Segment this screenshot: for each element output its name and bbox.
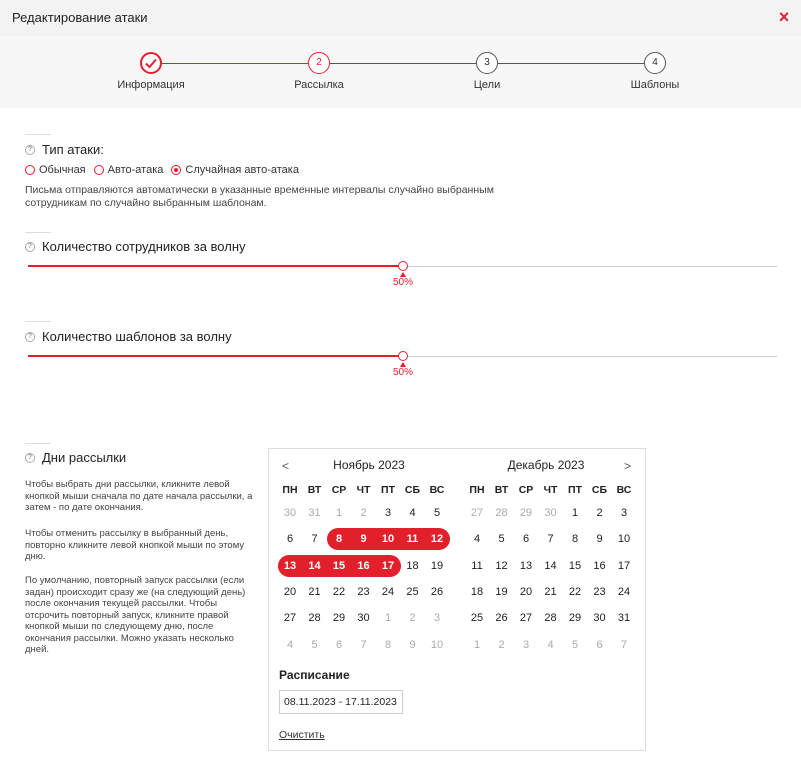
calendar-day[interactable]: 6 [522, 533, 530, 546]
radio-random-auto-attack[interactable] [171, 164, 299, 176]
calendar-day[interactable]: 24 [617, 585, 631, 598]
templates-per-wave-title: Количество шаблонов за волну [42, 329, 232, 344]
calendar-day[interactable]: 28 [308, 612, 321, 625]
step-targets[interactable] [427, 52, 547, 91]
check-icon [144, 56, 158, 70]
calendar-day[interactable]: 7 [620, 638, 628, 651]
calendar-day[interactable]: 27 [470, 507, 484, 519]
radio-label: Случайная авто-атака [185, 164, 299, 176]
calendar-day[interactable]: 30 [357, 612, 370, 625]
clear-link[interactable]: Очистить [279, 729, 325, 741]
calendar-day[interactable]: 23 [357, 585, 370, 598]
help-icon[interactable]: ? [25, 453, 35, 463]
calendar-day[interactable]: 14 [544, 559, 557, 572]
weekday-header: СР [331, 484, 347, 496]
attack-type-title: Тип атаки: [42, 142, 104, 157]
slider-thumb[interactable] [398, 351, 408, 361]
radio-regular[interactable] [25, 164, 86, 176]
calendar-day[interactable]: 1 [384, 612, 392, 625]
step-circle: 2 [308, 52, 330, 74]
employees-per-wave-title: Количество сотрудников за волну [42, 239, 246, 254]
section-divider [25, 134, 51, 135]
prev-month-icon[interactable]: < [282, 459, 290, 473]
calendar-day-selected[interactable]: 10 [381, 533, 395, 546]
mailing-days-help: По умолчанию, повторный запуск рассылки (если задан) происходит сразу же (на следующий день) после окончания текущей рассылки. Чтобы отсрочить повторный запуск, кликните правой кнопкой мыши по следующему дню, после окончания рассылки. Можно указать несколько дней. [25, 575, 246, 655]
calendar-day[interactable]: 5 [311, 638, 318, 651]
next-month-icon[interactable]: > [624, 459, 632, 473]
weekday-header: ВС [429, 484, 445, 496]
attack-type-radio-group [25, 164, 307, 176]
calendar-day[interactable]: 31 [617, 612, 631, 625]
calendar-day[interactable]: 21 [308, 585, 321, 598]
weekday-header: ВТ [494, 484, 509, 496]
calendar-day-selected[interactable]: 14 [308, 559, 321, 572]
calendar-day[interactable]: 10 [617, 533, 631, 546]
step-information[interactable] [91, 52, 211, 91]
close-icon[interactable]: × [778, 7, 790, 27]
calendar-day[interactable]: 25 [406, 585, 419, 598]
calendar-day[interactable]: 29 [519, 507, 533, 519]
step-mailing[interactable] [259, 52, 379, 91]
calendar-day[interactable]: 2 [360, 507, 367, 519]
step-circle: 3 [476, 52, 498, 74]
help-icon[interactable]: ? [25, 145, 35, 155]
window-title: Редактирование атаки [12, 10, 148, 25]
calendar-day[interactable]: 7 [547, 533, 554, 546]
calendar-day[interactable]: 20 [283, 585, 297, 598]
step-label: Рассылка [294, 79, 344, 91]
month-title: Декабрь 2023 [507, 458, 585, 472]
calendar-day[interactable]: 5 [571, 638, 579, 651]
calendar-day[interactable]: 26 [495, 612, 508, 625]
calendar-day-selected[interactable]: 9 [360, 533, 367, 546]
calendar-day-selected[interactable]: 11 [406, 533, 419, 546]
calendar-day[interactable]: 4 [286, 638, 294, 651]
step-circle: 4 [644, 52, 666, 74]
calendar-day[interactable]: 3 [384, 507, 392, 519]
calendar-day[interactable]: 15 [568, 559, 582, 572]
calendar-day[interactable]: 22 [332, 585, 346, 598]
step-label: Информация [117, 79, 185, 91]
step-label: Цели [473, 79, 501, 91]
calendar-day-selected[interactable]: 15 [332, 559, 346, 572]
calendar-day[interactable]: 9 [409, 638, 416, 651]
calendar-day[interactable]: 7 [360, 638, 367, 651]
calendar-day[interactable]: 2 [596, 507, 603, 519]
calendar-day[interactable]: 7 [311, 533, 318, 546]
weekday-header: СБ [404, 484, 421, 496]
calendar-day[interactable]: 18 [406, 559, 419, 572]
radio-label: Обычная [39, 164, 86, 176]
calendar-day[interactable]: 9 [596, 533, 603, 546]
radio-dot[interactable] [25, 165, 35, 175]
radio-dot[interactable] [94, 165, 104, 175]
calendar-day[interactable]: 11 [471, 559, 483, 572]
calendar-day-selected[interactable]: 12 [430, 533, 444, 546]
section-divider [25, 321, 51, 322]
mailing-days-help: Чтобы отменить рассылку в выбранный день, повторно кликните левой кнопкой мыши по этому дню. [25, 528, 245, 562]
calendar-day[interactable]: 18 [470, 585, 484, 598]
templates-per-wave-slider[interactable] [28, 349, 777, 378]
radio-label: Авто-атака [107, 164, 164, 176]
schedule-label: Расписание [279, 668, 350, 682]
step-circle [140, 52, 162, 74]
weekday-header: ПН [469, 484, 485, 496]
mailing-days-title: Дни рассылки [42, 450, 127, 465]
calendar-day[interactable]: 17 [617, 559, 631, 572]
calendar-day[interactable]: 30 [283, 507, 297, 519]
calendar-day[interactable]: 4 [547, 638, 554, 651]
slider-value: 50% [392, 277, 413, 288]
mailing-days-help: Чтобы выбрать дни рассылки, кликните левой кнопкой мыши сначала по дате начала рассылки, а затем - по дате окончания. [25, 479, 253, 513]
calendar-day[interactable]: 19 [430, 559, 444, 572]
weekday-header: ПН [282, 484, 298, 496]
weekday-header: СР [518, 484, 534, 496]
calendar-day[interactable]: 1 [571, 507, 579, 519]
date-range-calendar [268, 448, 646, 751]
section-divider [25, 443, 51, 444]
calendar-day[interactable]: 3 [620, 507, 628, 519]
help-icon[interactable]: ? [25, 242, 35, 252]
calendar-day[interactable]: 29 [568, 612, 582, 625]
radio-auto-attack[interactable] [94, 164, 164, 176]
calendar-day[interactable]: 6 [286, 533, 294, 546]
step-templates[interactable] [595, 52, 715, 91]
weekday-header: ПТ [568, 484, 582, 496]
attack-type-description: Письма отправляются автоматически в указанные временные интервалы случайно выбранным сотрудникам по случайно выбранным шаблонам. [25, 184, 494, 209]
calendar-day[interactable]: 2 [498, 638, 505, 651]
calendar-day[interactable]: 10 [430, 638, 444, 651]
schedule-input[interactable] [279, 690, 403, 714]
calendar-day[interactable]: 25 [470, 612, 484, 625]
calendar-day[interactable]: 26 [430, 585, 444, 598]
calendar-day[interactable]: 8 [384, 638, 392, 651]
calendar-day[interactable]: 5 [498, 533, 505, 546]
weekday-header: ПТ [381, 484, 395, 496]
calendar-day[interactable]: 28 [544, 612, 557, 625]
calendar-day[interactable]: 28 [495, 507, 508, 519]
help-icon[interactable]: ? [25, 332, 35, 342]
weekday-header: ВТ [307, 484, 322, 496]
employees-per-wave-slider[interactable] [28, 259, 777, 288]
calendar-day[interactable]: 23 [593, 585, 606, 598]
calendar-day[interactable]: 6 [596, 638, 603, 651]
wizard-stepper [0, 36, 801, 108]
calendar-day-selected[interactable]: 13 [283, 559, 297, 572]
calendar-day[interactable]: 6 [335, 638, 343, 651]
weekday-header: ЧТ [356, 484, 371, 496]
calendar-day[interactable]: 1 [335, 507, 343, 519]
calendar-day[interactable]: 31 [308, 507, 321, 519]
calendar-day[interactable]: 30 [593, 612, 606, 625]
slider-fill [28, 355, 403, 357]
calendar-day[interactable]: 21 [544, 585, 557, 598]
calendar-day-selected[interactable]: 16 [357, 559, 370, 572]
calendar-day[interactable]: 3 [522, 638, 530, 651]
calendar-day[interactable]: 4 [473, 533, 481, 546]
calendar-day-selected[interactable]: 8 [335, 533, 343, 546]
step-label: Шаблоны [630, 79, 680, 91]
slider-thumb[interactable] [398, 261, 408, 271]
slider-value: 50% [392, 367, 413, 378]
calendar-day[interactable]: 29 [332, 612, 346, 625]
calendar-day[interactable]: 4 [409, 507, 416, 519]
calendar-day[interactable]: 30 [544, 507, 557, 519]
radio-dot[interactable] [171, 165, 181, 175]
section-divider [25, 232, 51, 233]
calendar-day-selected[interactable]: 17 [381, 559, 395, 572]
calendar-day[interactable]: 1 [473, 638, 481, 651]
calendar-day[interactable]: 24 [381, 585, 395, 598]
calendar-day[interactable]: 13 [519, 559, 533, 572]
calendar-day[interactable]: 19 [495, 585, 508, 598]
weekday-header: СБ [591, 484, 608, 496]
calendar-day[interactable]: 27 [519, 612, 533, 625]
calendar-day[interactable]: 2 [409, 612, 416, 625]
calendar-day[interactable]: 20 [519, 585, 533, 598]
calendar-day[interactable]: 3 [433, 612, 441, 625]
calendar-day[interactable]: 16 [593, 559, 606, 572]
window-titlebar [0, 0, 801, 36]
calendar-day[interactable]: 22 [568, 585, 582, 598]
calendar-day[interactable]: 27 [283, 612, 297, 625]
calendar-day[interactable]: 12 [495, 559, 508, 572]
calendar-day[interactable]: 8 [571, 533, 579, 546]
slider-fill [28, 265, 403, 267]
calendar-day[interactable]: 5 [433, 507, 441, 519]
month-title: Ноябрь 2023 [333, 458, 405, 472]
weekday-header: ЧТ [543, 484, 558, 496]
weekday-header: ВС [616, 484, 632, 496]
